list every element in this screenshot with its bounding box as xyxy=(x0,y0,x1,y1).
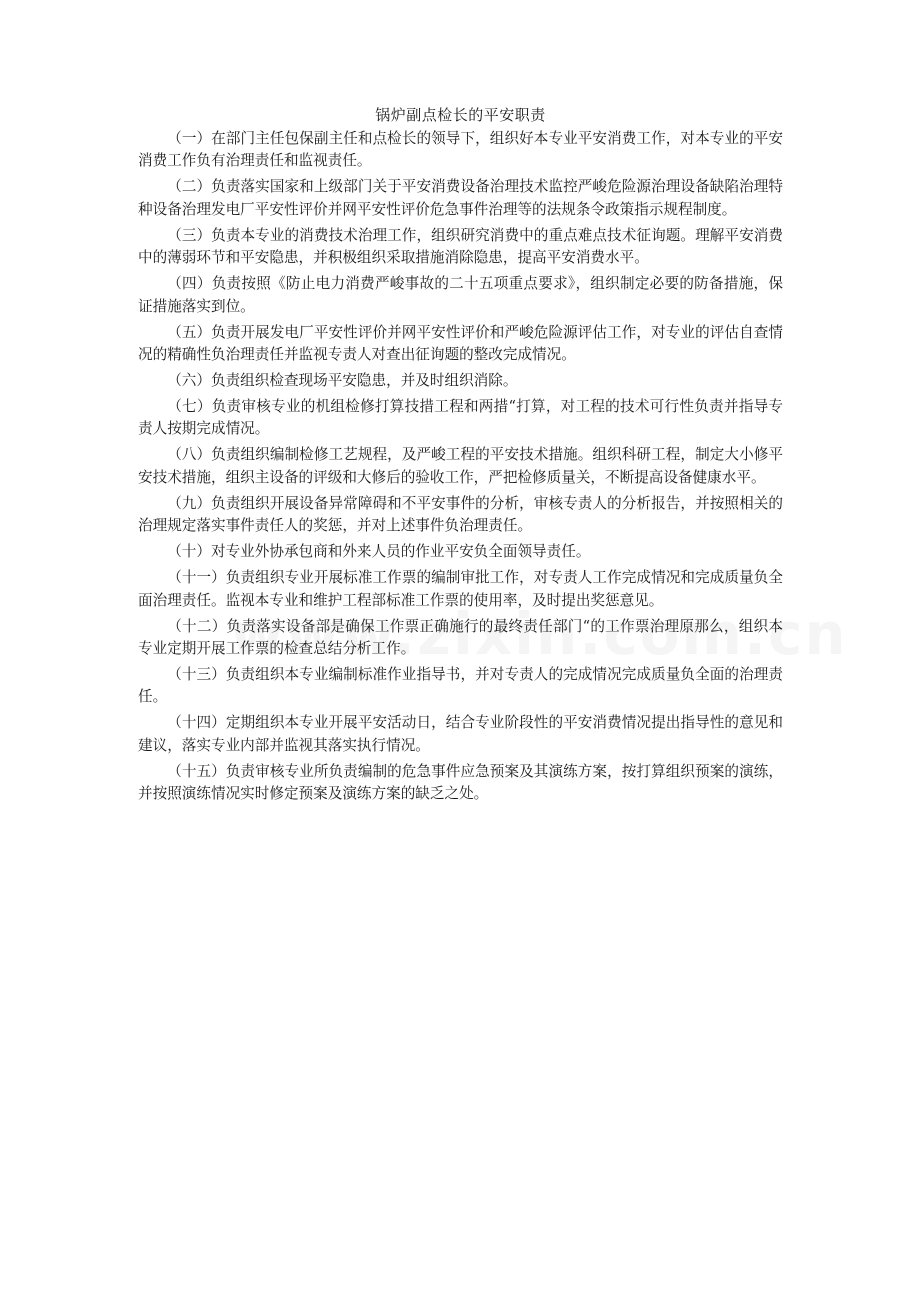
paragraph-4: （四）负责按照《防止电力消费严峻事故的二十五项重点要求》，组织制定必要的防备措施，保证措施落实到位。 xyxy=(138,275,783,315)
paragraph-5: （五）负责开展发电厂平安性评价并网平安性评价和严峻危险源评估工作，对专业的评估自查情况的精确性负治理责任并监视专责人对查出征询题的整改完成情况。 xyxy=(138,323,783,364)
paragraph-1: （一）在部门主任包保副主任和点检长的领导下，组织好本专业平安消费工作，对本专业的平安消费工作负有治理责任和监视责任。 xyxy=(138,130,783,170)
paragraph-14: （十四）定期组织本专业开展平安活动日，结合专业阶段性的平安消费情况提出指导性的意见和建议，落实专业内部并监视其落实执行情况。 xyxy=(138,714,783,754)
paragraph-2: （二）负责落实国家和上级部门关于平安消费设备治理技术监控严峻危险源治理设备缺陷治理特种设备治理发电厂平安性评价并网平安性评价危急事件治理等的法规条令政策指示规程制度。 xyxy=(138,178,783,218)
paragraph-8: （八）负责组织编制检修工艺规程，及严峻工程的平安技术措施。组织科研工程，制定大小修平安技术措施，组织主设备的评级和大修后的验收工作，严把检修质量关，不断提高设备健康水平。 xyxy=(138,446,783,486)
paragraph-13: （十三）负责组织本专业编制标准作业指导书，并对专责人的完成情况完成质量负全面的治理责任。 xyxy=(138,666,783,706)
paragraph-12: （十二）负责落实设备部是确保工作票正确施行的最终责任部门“的工作票治理原那么，组织本专业定期开展工作票的检查总结分析工作。 xyxy=(138,617,783,658)
paragraph-15: （十五）负责审核专业所负责编制的危急事件应急预案及其演练方案，按打算组织预案的演练，并按照演练情况实时修定预案及演练方案的缺乏之处。 xyxy=(138,762,783,803)
paragraph-3: （三）负责本专业的消费技术治理工作，组织研究消费中的重点难点技术征询题。理解平安消费中的薄弱环节和平安隐患，并积极组织采取措施消除隐患，提高平安消费水平。 xyxy=(138,226,783,267)
paragraph-7: （七）负责审核专业的机组检修打算技措工程和两措“打算，对工程的技术可行性负责并指导专责人按期完成情况。 xyxy=(138,398,783,438)
paragraph-9: （九）负责组织开展设备异常障碍和不平安事件的分析，审核专责人的分析报告，并按照相关的治理规定落实事件责任人的奖惩，并对上述事件负治理责任。 xyxy=(138,494,783,535)
paragraph-6: （六）负责组织检查现场平安隐患，并及时组织消除。 xyxy=(167,372,518,390)
document-title: 锅炉副点检长的平安职责 xyxy=(375,106,546,124)
document-page xyxy=(138,104,783,809)
paragraph-10: （十）对专业外协承包商和外来人员的作业平安负全面领导责任。 xyxy=(167,543,591,561)
paragraph-11: （十一）负责组织专业开展标准工作票的编制审批工作，对专责人工作完成情况和完成质量负全面治理责任。监视本专业和维护工程部标准工作票的使用率，及时提出奖惩意见。 xyxy=(138,569,783,609)
